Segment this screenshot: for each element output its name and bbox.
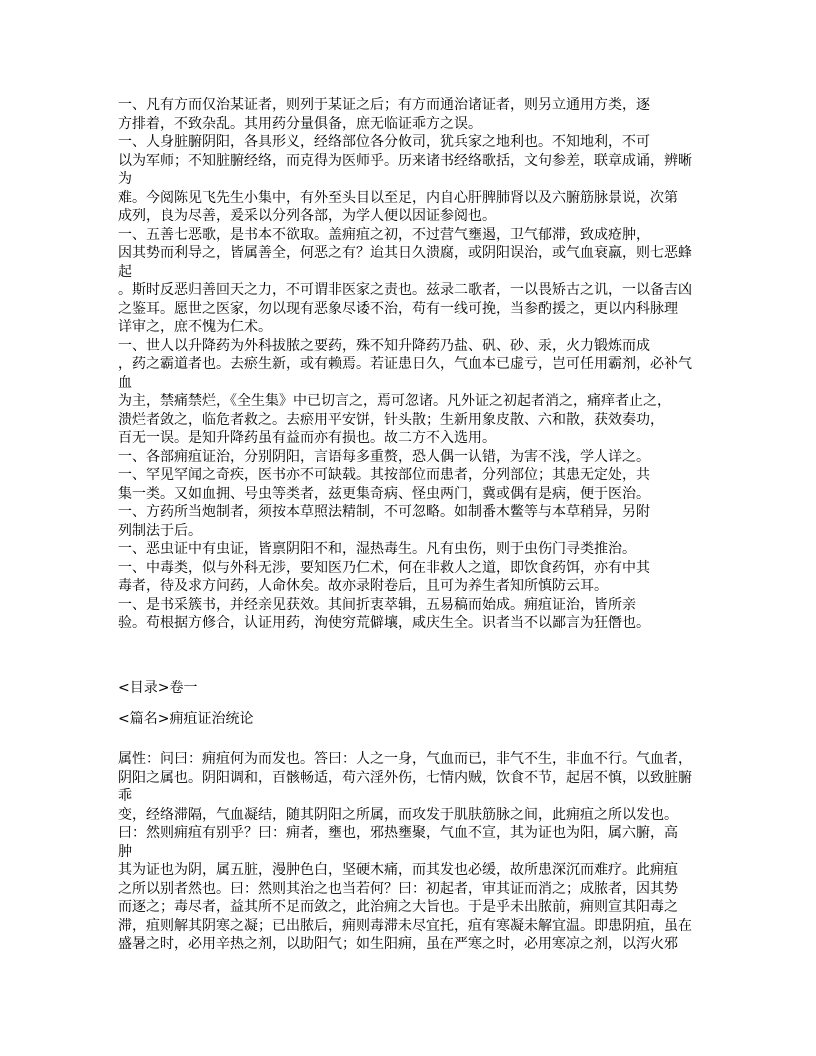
- text-line: 毒者，待及求方问药，人命休矣。故亦录附卷后，且可为养生者知所慎防云耳。: [118, 578, 608, 594]
- text-line: 一、罕见罕闻之奇疾，医书亦不可缺载。其按部位而患者，分列部位；其患无定处，共: [118, 467, 650, 483]
- text-line: 一、各部痈疽证治，分别阴阳，言语每多重赘，恐人偶一认错，为害不浅，学人详之。: [118, 448, 650, 465]
- text-line: 之所以别者然也。曰：然则其治之也当若何？曰：初起者，审其证而消之；成脓者，因其势: [118, 880, 678, 897]
- text-line: 一、五善七恶歌，是书本不欲取。盖痈疽之初，不过营气壅遏，卫气郁滞，致成疮肿，: [118, 226, 650, 243]
- text-line: 一、方药所当炮制者，须按本草照法精制，不可忽略。如制番木鳖等与本草稍异，另附: [118, 504, 650, 520]
- text-line: ，药之霸道者也。去瘀生新，或有赖焉。若证患日久，气血本已虚亏，岂可任用霸剂，必补气: [118, 356, 692, 372]
- text-line: 百无一误。是知升降药虽有益而亦有损也。故二方不入选用。: [118, 430, 496, 446]
- preface-notes: [118, 96, 718, 633]
- text-line: 一、世人以升降药为外科拔脓之要药，殊不知升降药乃盐、矾、砂、汞，火力锻炼而成: [118, 337, 650, 354]
- text-line: 验。苟根据方修合，认证用药，洵使穷荒僻壤，咸庆生全。识者当不以鄙言为狂僭也。: [118, 615, 650, 631]
- text-line: 盛暑之时，必用辛热之剂，以助阳气；如生阳痈，虽在严寒之时，必用寒凉之剂，以泻火邪: [118, 936, 678, 952]
- text-line: 变，经络滞隔，气血凝结，随其阴阳之所属，而攻发于肌肤筋脉之间，此痈疽之所以发也。: [118, 806, 678, 823]
- chapter-body: [118, 750, 718, 954]
- text-line: 一、是书采簇书，并经亲见获效。其间折衷萃辑，五易稿而始成。痈疽证治，皆所亲: [118, 596, 636, 613]
- chapter-title: <篇名>痈疽证治统论: [118, 711, 254, 727]
- text-line: 滞，疽则解其阴寒之凝；已出脓后，痈则毒滞未尽宜托，疽有寒凝未解宜温。即患阴疽，虽在: [118, 917, 692, 934]
- text-line: 为主，禁痛禁烂，《全生集》中已切言之，焉可忽诸。凡外证之初起者消之，痛痒者止之，: [118, 393, 671, 409]
- text-line: 方排着，不致杂乱。其用药分量俱备，庶无临证乖方之误。: [118, 115, 482, 132]
- chapter-heading: [118, 710, 718, 729]
- text-line: 一、凡有方而仅治某证者，则列于某证之后；有方而通治诸证者，则另立通用方类，逐: [118, 97, 650, 113]
- text-line: 肿: [118, 843, 132, 860]
- text-line: 列制法于后。: [118, 522, 202, 539]
- text-line: 难。今阅陈见飞先生小集中，有外至头目以至足，内自心肝脾肺肾以及六腑筋脉景说，次第: [118, 189, 678, 206]
- text-line: 乖: [118, 788, 132, 804]
- text-line: 集一类。又如血拥、号虫等类者，兹更集奇病、怪虫两门，冀或偶有是病，便于医治。: [118, 485, 650, 502]
- text-line: 曰：然则痈疽有别乎？曰：痈者，壅也，邪热壅聚，气血不宣，其为证也为阳，属六腑，高: [118, 825, 678, 841]
- text-line: 血: [118, 374, 132, 391]
- text-line: 起: [118, 263, 132, 280]
- text-line: 成列，良为尽善，爰采以分列各部，为学人便以因证参阅也。: [118, 208, 496, 224]
- text-line: 为: [118, 171, 132, 187]
- text-line: 溃烂者敛之，临危者救之。去瘀用平安饼，针头散；生新用象皮散、六和散，获效奏功，: [118, 411, 664, 428]
- text-line: 之鉴耳。愿世之医家，勿以现有恶象尽诿不治，苟有一线可挽，当参酌援之，更以内科脉理: [118, 300, 678, 317]
- toc-heading: [118, 679, 718, 698]
- toc-label: <目录>卷一: [118, 680, 198, 696]
- text-line: 一、恶虫证中有虫证，皆禀阴阳不和，湿热毒生。凡有虫伤，则于虫伤门寻类推治。: [118, 541, 636, 557]
- text-line: 而逐之；毒尽者，益其所不足而敛之，此治痈之大旨也。于是乎未出脓前，痈则宣其阳毒之: [118, 899, 678, 915]
- text-line: 一、中毒类，似与外科无涉，要知医乃仁术，何在非救人之道，即饮食药饵，亦有中其: [118, 559, 650, 576]
- text-line: 因其势而利导之，皆属善全，何恶之有？迨其日久溃腐，或阴阳误治，或气血衰羸，则七恶蜂: [118, 245, 692, 261]
- text-line: 一、人身脏腑阴阳，各具形义，经络部位各分攸司，犹兵家之地利也。不知地利，不可: [118, 134, 650, 150]
- text-line: 。斯时反恶归善回天之力，不可谓非医家之责也。兹录二歌者，一以畏矫古之讥，一以备吉凶: [118, 282, 692, 298]
- text-line: 属性：问曰：痈疽何为而发也。答曰：人之一身，气血而已，非气不生，非血不行。气血者，: [118, 751, 692, 767]
- text-line: 其为证也为阴，属五脏，漫肿色白，坚硬木痛，而其发也必缓，故所患深沉而难疗。此痈疽: [118, 862, 678, 878]
- text-line: 详审之，庶不愧为仁术。: [118, 319, 272, 335]
- text-line: 以为军师；不知脏腑经络，而克得为医师乎。历来诸书经络歌括，文句参差，联章成诵，辨晰: [118, 152, 692, 169]
- text-line: 阴阳之属也。阴阳调和，百骸畅适，苟六淫外伤，七情内贼，饮食不节，起居不慎，以致脏腑: [118, 769, 692, 786]
